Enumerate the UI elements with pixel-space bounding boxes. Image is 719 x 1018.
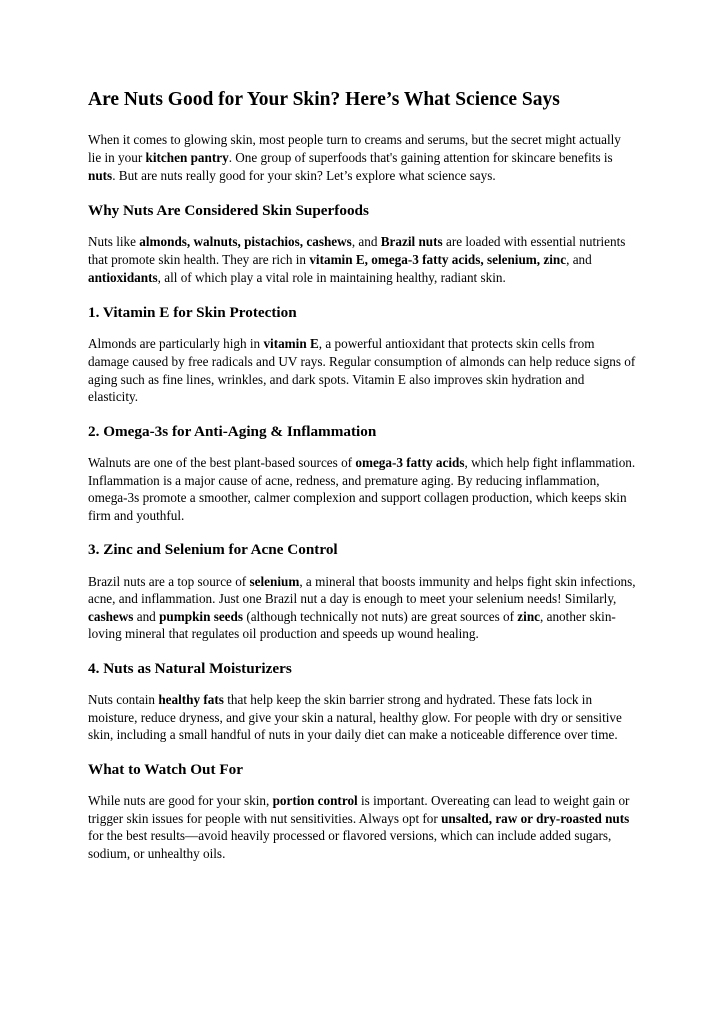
document-page: [88, 88, 636, 880]
text-run: , another skin-loving mineral that regulates oil production and speeds up wound healing.: [88, 608, 616, 642]
section-heading: 4. Nuts as Natural Moisturizers: [88, 660, 292, 678]
section-heading: 1. Vitamin E for Skin Protection: [88, 304, 297, 322]
text-run: . But are nuts really good for your skin? Let’s explore what science says.: [112, 167, 496, 183]
section-heading: 2. Omega-3s for Anti-Aging & Inflammation: [88, 422, 377, 440]
bold-run: healthy fats: [158, 692, 224, 708]
bold-run: pumpkin seeds: [159, 608, 244, 624]
text-run: . One group of superfoods that's gaining attention for skincare benefits is: [228, 149, 613, 165]
section-heading: What to Watch Out For: [88, 761, 243, 779]
bold-run: unsalted, raw or dry-roasted nuts: [441, 810, 630, 826]
text-run: for the best results—avoid heavily processed or flavored versions, which can include added sugars, sodium, or unhealthy oils.: [88, 828, 612, 862]
section-paragraph: [88, 573, 636, 643]
text-run: is important. Overeating can lead to weight gain or trigger skin issues for people with nut sensitivities. Always opt for: [88, 793, 630, 826]
bold-run: zinc: [517, 608, 541, 624]
section-paragraph: [88, 691, 636, 744]
text-run: , a mineral that boosts immunity and helps fight skin infections, acne, and inflammation. Just one Brazil nut a day is enough to meet your selenium needs! Similarly,: [88, 573, 636, 607]
bold-run: Brazil nuts: [380, 234, 443, 250]
bold-run: omega-3 fatty acids: [355, 455, 465, 471]
bold-run: kitchen pantry: [145, 149, 229, 165]
text-run: , which help fight inflammation. Inflammation is a major cause of acne, redness, and premature aging. By reducing inflammation, omega-3s promote a smoother, calmer complexion and support collagen production, which keeps skin firm and youthful.: [88, 455, 636, 523]
section-paragraph: [88, 335, 636, 405]
text-run: , and: [351, 234, 381, 250]
bold-run: vitamin E, omega-3 fatty acids, selenium, zinc: [309, 252, 567, 267]
section-paragraph: [88, 792, 636, 862]
bold-run: almonds, walnuts, pistachios, cashews: [139, 234, 352, 250]
bold-run: portion control: [272, 793, 358, 809]
bold-run: cashews: [88, 608, 134, 624]
section-heading: 3. Zinc and Selenium for Acne Control: [88, 541, 338, 559]
text-run: Walnuts are one of the best plant-based sources of: [88, 455, 356, 471]
text-run: (although technically not nuts) are great sources of: [243, 608, 518, 624]
intro-paragraph: [88, 131, 636, 184]
bold-run: antioxidants: [88, 269, 158, 285]
bold-run: vitamin E: [263, 336, 319, 352]
text-run: , and: [566, 252, 592, 267]
text-run: Almonds are particularly high in: [88, 336, 264, 352]
text-run: Brazil nuts are a top source of: [88, 573, 250, 589]
text-run: , a powerful antioxidant that protects skin cells from damage caused by free radicals and UV rays. Regular consumption of almonds can help reduce signs of aging such as fine lines, wrinkles, and dark spots. Vitamin E also improves skin hydration and elasticity.: [88, 336, 636, 405]
page-title: Are Nuts Good for Your Skin? Here’s What Science Says: [88, 89, 560, 110]
text-run: and: [133, 608, 160, 624]
text-run: are loaded with essential nutrients that promote skin health. They are rich in: [88, 234, 626, 267]
text-run: , all of which play a vital role in maintaining healthy, radiant skin.: [157, 269, 506, 285]
section-heading: Why Nuts Are Considered Skin Superfoods: [88, 202, 369, 220]
text-run: Nuts like: [88, 234, 140, 250]
text-run: Nuts contain: [88, 692, 159, 708]
text-run: While nuts are good for your skin,: [88, 793, 273, 809]
section-paragraph: [88, 233, 636, 286]
bold-run: selenium: [249, 573, 300, 589]
section-paragraph: [88, 454, 636, 524]
text-run: that help keep the skin barrier strong and hydrated. These fats lock in moisture, reduce dryness, and give your skin a natural, healthy glow. For people with dry or sensitive skin, including a small handful of nuts in your daily diet can make a noticeable difference over time.: [88, 692, 622, 743]
text-run: When it comes to glowing skin, most people turn to creams and serums, but the secret might actually lie in your: [88, 132, 621, 165]
bold-run: nuts: [88, 167, 113, 183]
